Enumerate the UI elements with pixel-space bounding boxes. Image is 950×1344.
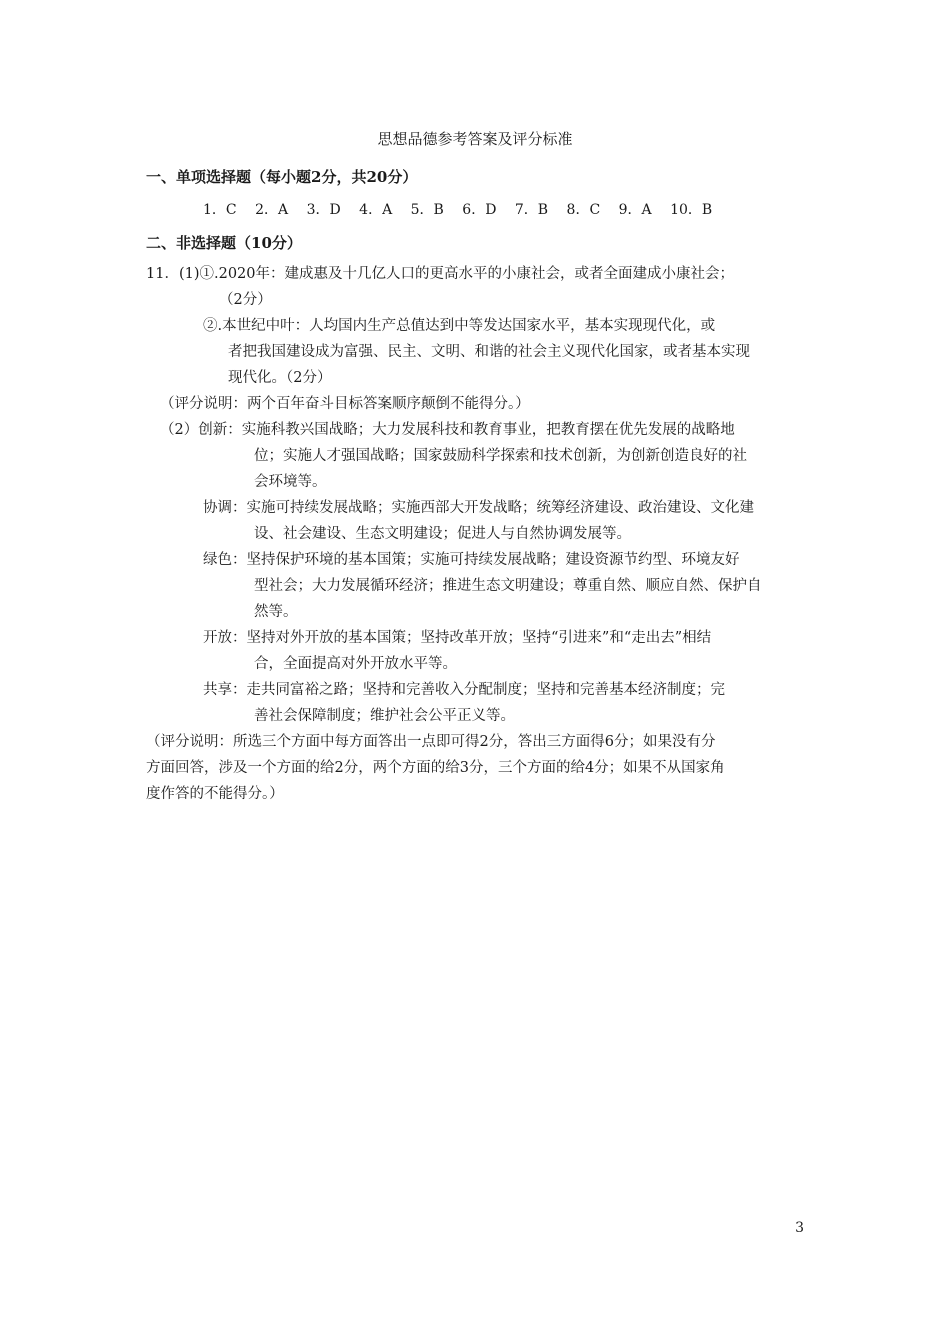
answer-item: 7．B	[514, 202, 549, 218]
innovation-line: （2）创新：实施科教兴国战略；大力发展科技和教育事业，把教育摆在优先发展的战略地	[160, 422, 735, 438]
openness-line: 开放：坚持对外开放的基本国策；坚持改革开放；坚持“引进来”和“走出去”相结	[203, 630, 712, 646]
page-title: 思想品德参考答案及评分标准	[377, 130, 573, 148]
innovation-line: 会环境等。	[254, 474, 327, 490]
scoring-note: （评分说明：所选三个方面中每方面答出一点即可得2分，答出三方面得6分；如果没有分	[146, 734, 716, 750]
page-number: 3	[795, 1220, 804, 1236]
answer-item: 1．C	[203, 202, 237, 218]
answer-item: 3．D	[306, 202, 341, 218]
answer-item: 5．B	[410, 202, 444, 218]
sharing-line: 善社会保障制度；维护社会公平正义等。	[254, 708, 515, 724]
q11-part1-line: 现代化。（2分）	[228, 370, 332, 386]
q11-part1-line: ②.本世纪中叶：人均国内生产总值达到中等发达国家水平，基本实现现代化，或	[203, 318, 716, 334]
answer-item: 9．A	[618, 202, 652, 218]
green-line: 型社会；大力发展循环经济；推进生态文明建设；尊重自然、顺应自然、保护自	[254, 578, 762, 594]
answer-item: 8．C	[566, 202, 601, 218]
q11-part1-score: （2分）	[219, 292, 272, 308]
scoring-note: 方面回答，涉及一个方面的给2分，两个方面的给3分，三个方面的给4分；如果不从国家角	[146, 760, 725, 776]
answer-item: 2．A	[255, 202, 289, 218]
answer-item: 4．A	[359, 202, 393, 218]
q11-part1-line: 11．(1)①.2020年：建成惠及十几亿人口的更高水平的小康社会，或者全面建成小康社会；	[146, 266, 734, 282]
openness-line: 合，全面提高对外开放水平等。	[254, 656, 457, 672]
answer-item: 6．D	[462, 202, 497, 218]
sharing-line: 共享：走共同富裕之路；坚持和完善收入分配制度；坚持和完善基本经济制度；完	[203, 682, 725, 698]
green-line: 然等。	[254, 604, 298, 620]
scoring-note: 度作答的不能得分。）	[146, 786, 284, 802]
scoring-note: （评分说明：两个百年奋斗目标答案顺序颠倒不能得分。）	[160, 396, 530, 412]
answer-list	[203, 199, 726, 219]
green-line: 绿色：坚持保护环境的基本国策；实施可持续发展战略；建设资源节约型、环境友好	[203, 552, 740, 568]
coordination-line: 协调：实施可持续发展战略；实施西部大开发战略；统筹经济建设、政治建设、文化建	[203, 500, 754, 516]
answer-item: 10．B	[670, 202, 713, 218]
section1-heading: 一、单项选择题（每小题2分，共20分）	[146, 168, 418, 186]
coordination-line: 设、社会建设、生态文明建设；促进人与自然协调发展等。	[254, 526, 631, 542]
innovation-line: 位；实施人才强国战略；国家鼓励科学探索和技术创新，为创新创造良好的社	[254, 448, 747, 464]
section2-heading: 二、非选择题（10分）	[146, 234, 302, 252]
q11-part1-line: 者把我国建设成为富强、民主、文明、和谐的社会主义现代化国家，或者基本实现	[228, 344, 750, 360]
